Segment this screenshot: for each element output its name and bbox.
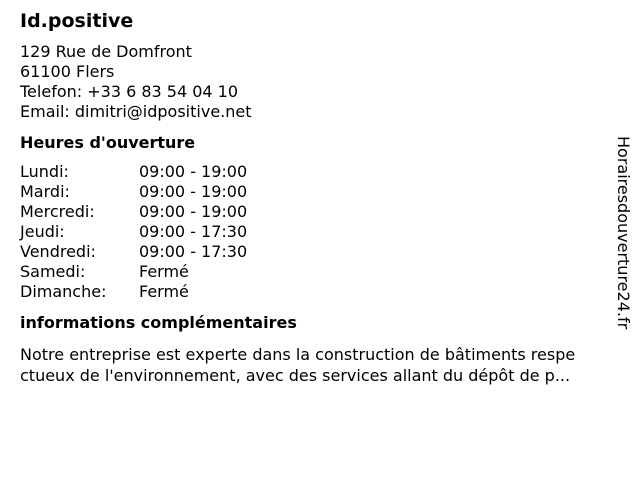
hours-row-sunday [20,282,600,302]
hours-value: 09:00 - 17:30 [139,242,248,261]
description-line-2: ctueux de l'environnement, avec des services allant du dépôt de p... [20,366,571,385]
hours-day: Mercredi: [20,202,95,221]
hours-row-thursday [20,222,600,242]
opening-hours-title: Heures d'ouverture [20,133,196,152]
hours-day: Mardi: [20,182,70,201]
hours-day: Jeudi: [20,222,65,241]
hours-value: Fermé [139,262,189,281]
hours-value: 09:00 - 19:00 [139,202,248,221]
site-watermark: Horairesdouverture24.fr [614,136,633,330]
hours-day: Lundi: [20,162,69,181]
email-line: Email: dimitri@idpositive.net [20,102,252,121]
hours-row-wednesday [20,202,600,222]
hours-day: Dimanche: [20,282,107,301]
hours-value: Fermé [139,282,189,301]
opening-hours-table [20,162,600,302]
hours-row-monday [20,162,600,182]
hours-value: 09:00 - 17:30 [139,222,248,241]
description-line-1: Notre entreprise est experte dans la construction de bâtiments respe [20,345,576,364]
hours-row-friday [20,242,600,262]
hours-day: Samedi: [20,262,86,281]
address-city: 61100 Flers [20,62,115,81]
business-description [20,344,620,386]
address-street: 129 Rue de Domfront [20,42,192,61]
business-card [20,8,600,386]
hours-row-saturday [20,262,600,282]
hours-row-tuesday [20,182,600,202]
phone-line: Telefon: +33 6 83 54 04 10 [20,82,239,101]
hours-day: Vendredi: [20,242,96,261]
business-name: Id.positive [20,10,134,32]
contact-block [20,42,600,122]
hours-value: 09:00 - 19:00 [139,162,248,181]
additional-info-title: informations complémentaires [20,313,297,332]
hours-value: 09:00 - 19:00 [139,182,248,201]
